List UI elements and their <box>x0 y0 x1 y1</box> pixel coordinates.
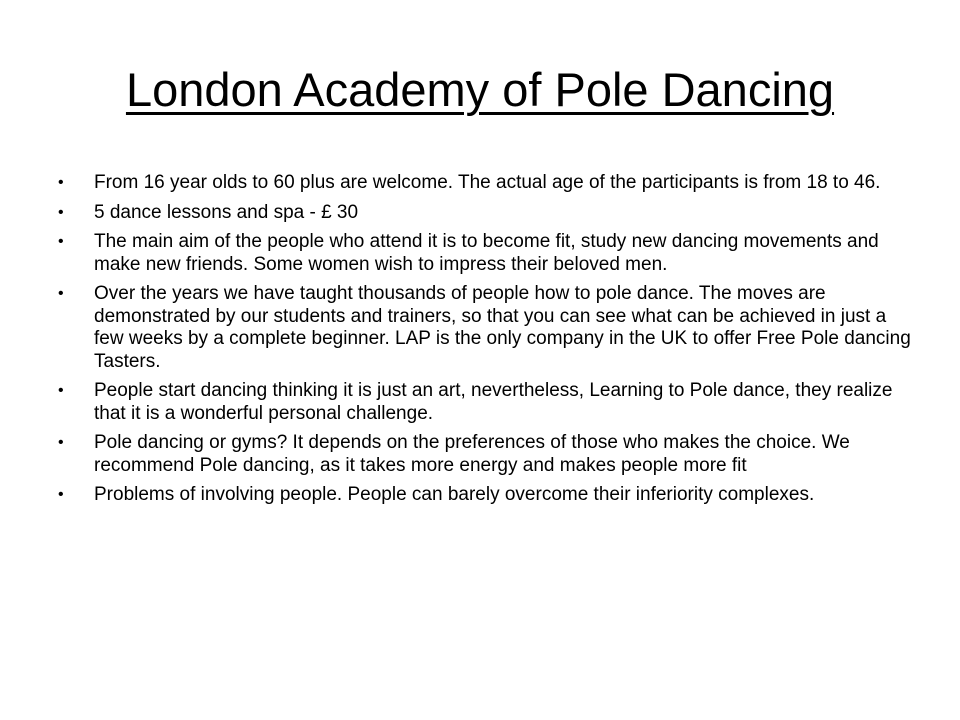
bullet-dot-icon: • <box>58 486 64 503</box>
bullet-item <box>56 484 912 507</box>
bullet-text: The main aim of the people who attend it is to become fit, study new dancing movements and make new friends. Some women wish to impress their beloved men. <box>94 231 879 275</box>
bullet-list <box>56 172 912 514</box>
bullet-item <box>56 283 912 373</box>
bullet-text: Problems of involving people. People can barely overcome their inferiority complexes. <box>94 484 815 505</box>
bullet-dot-icon: • <box>58 382 64 399</box>
bullet-item <box>56 202 912 225</box>
bullet-dot-icon: • <box>58 233 64 250</box>
bullet-text: From 16 year olds to 60 plus are welcome. The actual age of the participants is from 18 to 46. <box>94 172 881 193</box>
bullet-item <box>56 432 912 477</box>
bullet-dot-icon: • <box>58 203 64 221</box>
bullet-dot-icon: • <box>58 174 64 191</box>
bullet-text: Pole dancing or gyms? It depends on the preferences of those who makes the choice. We recommend Pole dancing, as it takes more energy and makes people more fit <box>94 432 850 476</box>
bullet-item <box>56 380 912 425</box>
bullet-text: People start dancing thinking it is just an art, nevertheless, Learning to Pole dance, they realize that it is a wonderful personal challenge. <box>94 380 893 424</box>
bullet-dot-icon: • <box>58 434 64 451</box>
slide-title: London Academy of Pole Dancing <box>125 63 835 116</box>
bullet-item <box>56 231 912 276</box>
bullet-text: Over the years we have taught thousands of people how to pole dance. The moves are demonstrated by our students and trainers, so that you can see what can be achieved in just a few weeks by a complete beginner. LAP is the only company in the UK to offer Free Pole dancing Tasters. <box>94 283 911 372</box>
bullet-dot-icon: • <box>58 285 64 302</box>
bullet-item <box>56 172 912 195</box>
bullet-text: 5 dance lessons and spa - £ 30 <box>94 201 359 223</box>
